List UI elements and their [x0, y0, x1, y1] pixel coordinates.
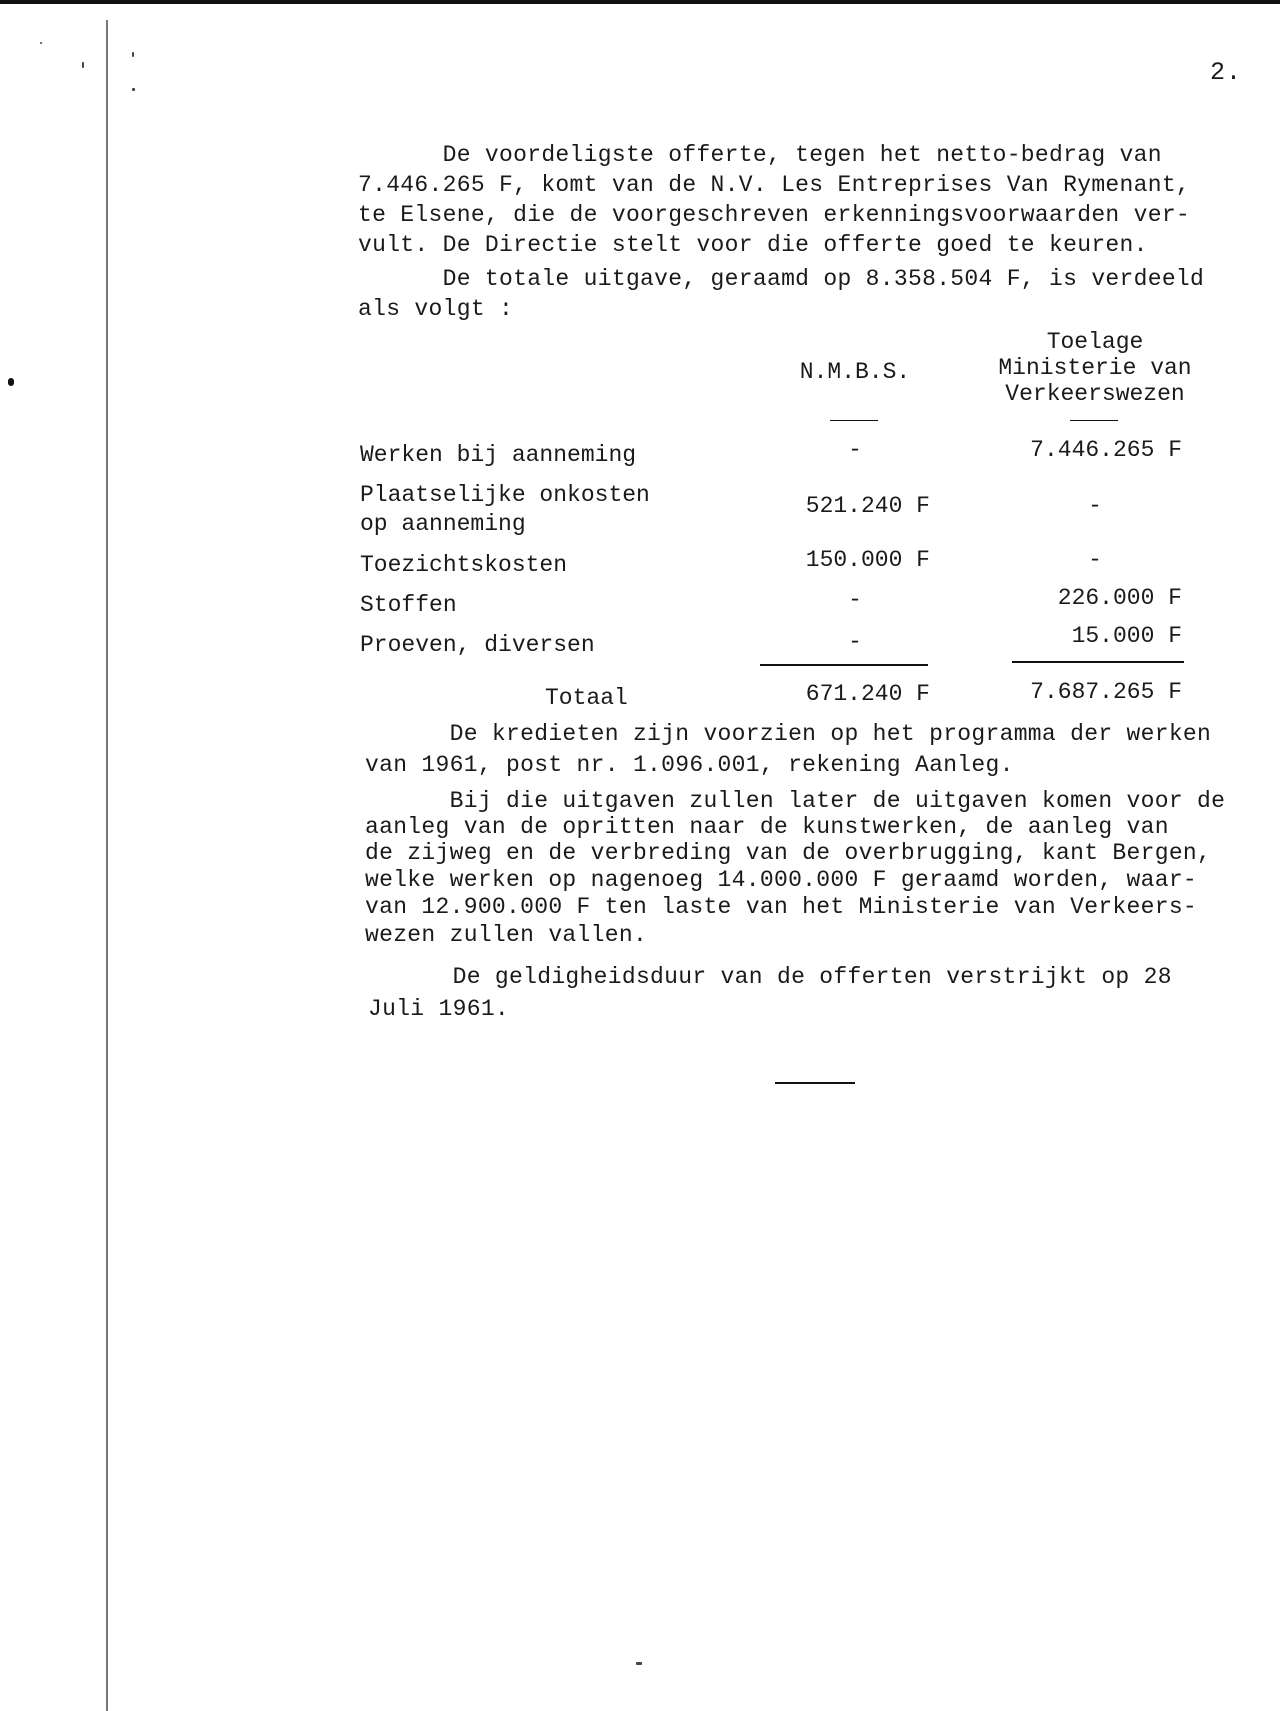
row-label-proeven: Proeven, diversen — [360, 632, 595, 658]
paragraph-uitgave-line-2: als volgt : — [358, 296, 514, 322]
scan-speck — [636, 1662, 642, 1665]
binding-margin-line — [106, 20, 108, 1711]
column-header-nmbs: N.M.B.S. — [799, 359, 911, 385]
row-label-werken: Werken bij aanneming — [360, 442, 637, 468]
paragraph-later-line-1: Bij die uitgaven zullen later de uitgaven komen voor de — [365, 788, 1226, 814]
paragraph-offerte-line-3: te Elsene, die de voorgeschreven erkenningsvoorwaarden ver- — [358, 202, 1191, 228]
paragraph-offerte-line-4: vult. De Directie stelt voor die offerte goed te keuren. — [358, 232, 1148, 258]
scan-speck — [40, 42, 42, 44]
paragraph-uitgave-line-1: De totale uitgave, geraamd op 8.358.504 F, is verdeeld — [358, 266, 1205, 292]
row-nmbs-werken: - — [848, 437, 862, 463]
punch-mark — [8, 378, 14, 386]
row-label-stoffen: Stoffen — [360, 592, 457, 618]
row-label-plaatselijke-line-2: op aanneming — [360, 511, 526, 537]
row-label-toezicht: Toezichtskosten — [360, 552, 568, 578]
paragraph-geldigheid-line-1: De geldigheidsduur van de offerten verstrijkt op 28 — [368, 964, 1172, 990]
row-nmbs-plaatselijke: 521.240 F — [805, 493, 930, 519]
row-toelage-werken: 7.446.265 F — [1030, 437, 1182, 463]
paragraph-offerte-line-1: De voordeligste offerte, tegen het netto-bedrag van — [358, 142, 1162, 168]
row-toelage-proeven: 15.000 F — [1071, 623, 1182, 649]
paragraph-later-line-6: wezen zullen vallen. — [365, 922, 648, 948]
top-edge-rule — [0, 0, 1280, 4]
paragraph-later-line-3: de zijweg en de verbreding van de overbrugging, kant Bergen, — [365, 840, 1212, 866]
column-header-underline-toelage — [1070, 420, 1118, 421]
row-nmbs-proeven: - — [848, 629, 862, 655]
paragraph-later-line-2: aanleg van de opritten naar de kunstwerken, de aanleg van — [365, 814, 1169, 840]
paragraph-geldigheid-line-2: Juli 1961. — [368, 996, 510, 1022]
total-nmbs: 671.240 F — [805, 681, 930, 707]
scan-speck — [132, 52, 134, 57]
total-rule-nmbs — [760, 664, 928, 666]
column-header-underline-nmbs — [830, 420, 878, 421]
paragraph-kredieten-line-2: van 1961, post nr. 1.096.001, rekening Aanleg. — [365, 752, 1014, 778]
end-of-text-rule — [775, 1082, 855, 1084]
paragraph-later-line-5: van 12.900.000 F ten laste van het Ministerie van Verkeers- — [365, 894, 1198, 920]
row-toelage-plaatselijke: - — [1088, 493, 1102, 519]
column-header-toelage-line-2: Ministerie van — [998, 355, 1192, 381]
paragraph-kredieten-line-1: De kredieten zijn voorzien op het programma der werken — [365, 721, 1212, 747]
paragraph-later-line-4: welke werken op nagenoeg 14.000.000 F geraamd worden, waar- — [365, 867, 1198, 893]
scan-speck — [82, 62, 84, 68]
column-header-toelage-line-1: Toelage — [1046, 329, 1144, 355]
scan-speck — [132, 88, 135, 91]
total-label: Totaal — [545, 685, 628, 711]
total-toelage: 7.687.265 F — [1030, 679, 1182, 705]
row-nmbs-stoffen: - — [848, 587, 862, 613]
total-rule-toelage — [1012, 661, 1184, 663]
row-nmbs-toezicht: 150.000 F — [805, 547, 930, 573]
row-toelage-toezicht: - — [1088, 547, 1102, 573]
row-label-plaatselijke-line-1: Plaatselijke onkosten — [360, 482, 650, 508]
paragraph-offerte-line-2: 7.446.265 F, komt van de N.V. Les Entreprises Van Rymenant, — [358, 172, 1191, 198]
column-header-toelage-line-3: Verkeerswezen — [1005, 381, 1185, 407]
row-toelage-stoffen: 226.000 F — [1057, 585, 1182, 611]
page-number: 2. — [1209, 58, 1242, 87]
